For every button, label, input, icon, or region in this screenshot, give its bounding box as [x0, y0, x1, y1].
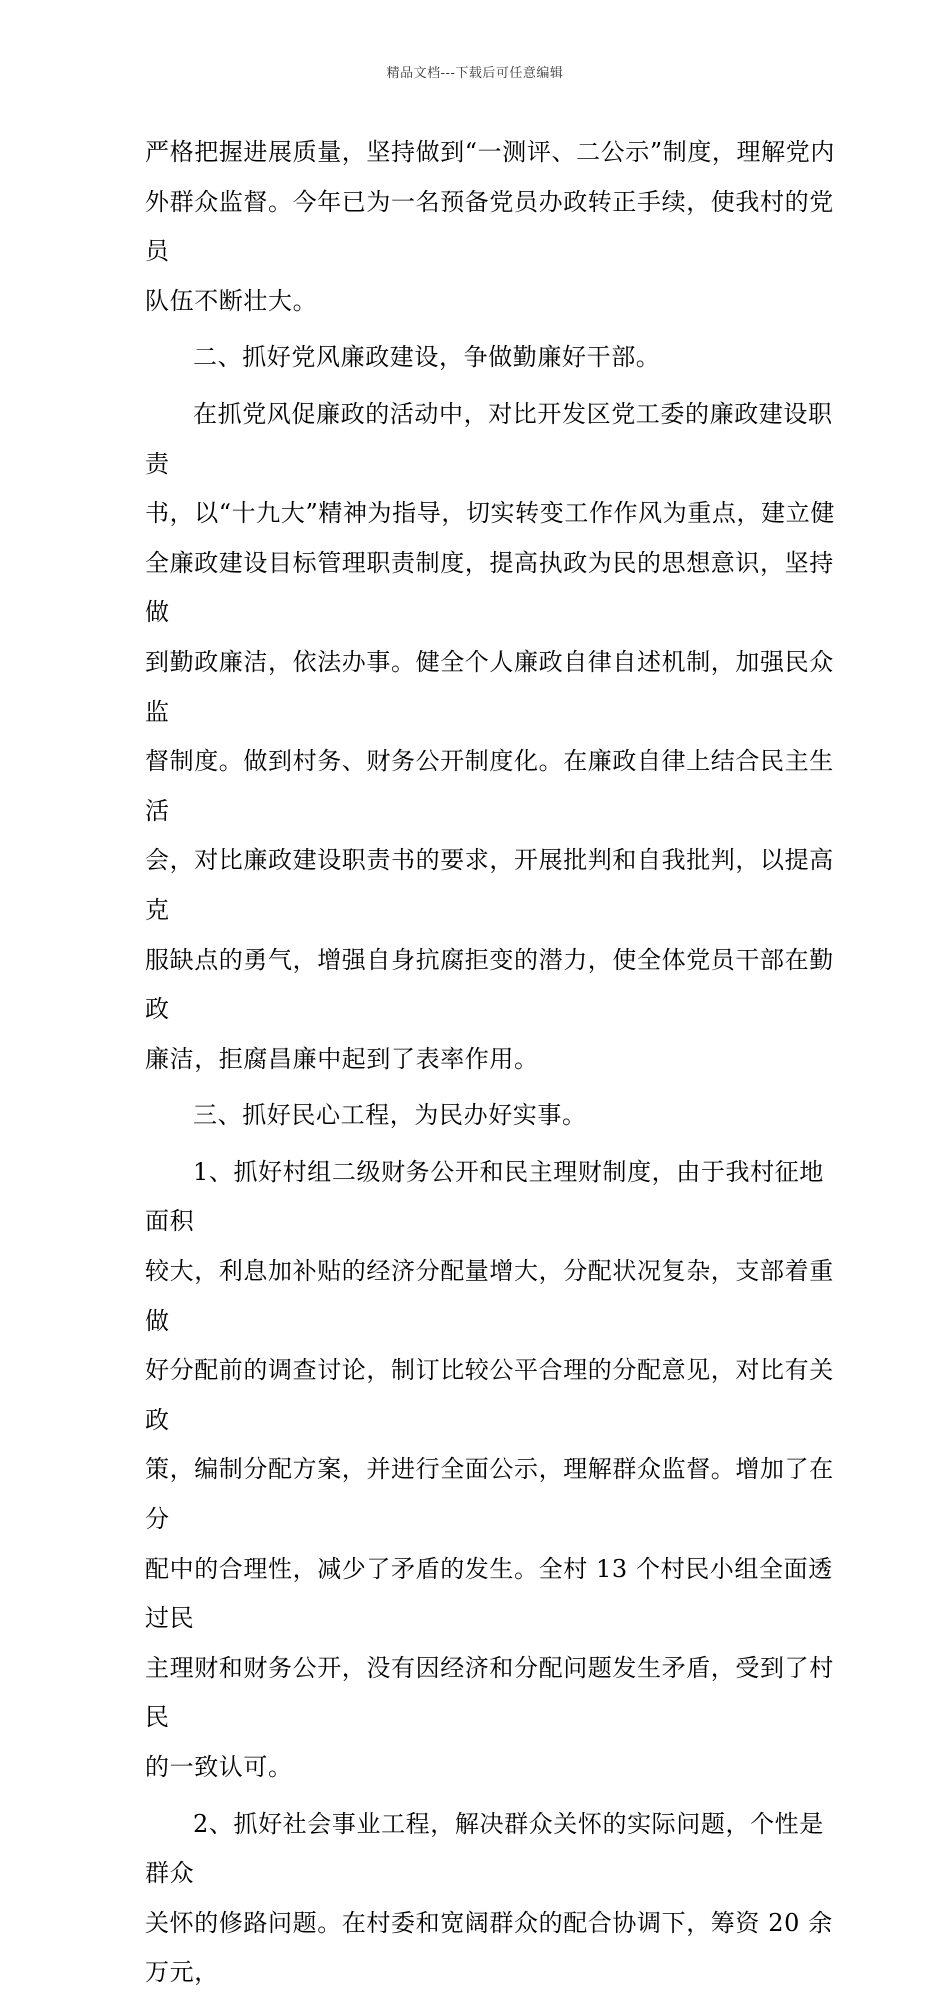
text-line: 好分配前的调查讨论，制订比较公平合理的分配意见，对比有关政: [145, 1356, 834, 1434]
text-line: 廉洁，拒腐昌廉中起到了表率作用。: [145, 1044, 539, 1073]
text-line: 外群众监督。今年已为一名预备党员办政转正手续，使我村的党员: [145, 187, 834, 266]
text-line: 严格把握进展质量，坚持做到“一测评、二公示”制度，理解党内: [145, 138, 835, 166]
text-line: 关怀的修路问题。在村委和宽阔群众的配合协调下，筹资 20 余万元，: [145, 1908, 833, 1987]
text-line: 策，编制分配方案，并进行全面公示，理解群众监督。增加了在分: [145, 1455, 834, 1534]
text-line: 较大，利息加补贴的经济分配量增大，分配状况复杂，支部着重做: [145, 1257, 834, 1335]
page-header: 精品文档---下载后可任意编辑: [386, 66, 564, 81]
text-line: 服缺点的勇气，增强自身抗腐拒变的潜力，使全体党员干部在勤政: [145, 945, 834, 1024]
text-line: 在抓党风促廉政的活动中，对比开发区党工委的廉政建设职责: [145, 399, 833, 478]
text-line: 到勤政廉洁，依法办事。健全个人廉政自律自述机制，加强民众监: [145, 647, 834, 726]
text-line: 全廉政建设目标管理职责制度，提高执政为民的思想意识，坚持做: [145, 548, 834, 627]
body-text: [145, 128, 835, 1998]
text-line: 主理财和财务公开，没有因经济和分配问题发生矛盾，受到了村民: [145, 1653, 834, 1732]
text-line: 会，对比廉政建设职责书的要求，开展批判和自我批判，以提高克: [145, 846, 834, 924]
section-heading: 二、抓好党风廉政建设，争做勤廉好干部。: [193, 343, 661, 372]
text-line: 2、抓好社会事业工程，解决群众关怀的实际问题，个性是群众: [145, 1809, 824, 1888]
text-line: 队伍不断壮大。: [145, 286, 318, 315]
text-line: 书，以“十九大”精神为指导，切实转变工作作风为重点，建立健: [145, 499, 835, 528]
text-line: 的一致认可。: [145, 1753, 293, 1781]
text-line: 配中的合理性，减少了矛盾的发生。全村 13 个村民小组全面透过民: [145, 1554, 833, 1633]
text-line: 1、抓好村组二级财务公开和民主理财制度，由于我村征地面积: [145, 1157, 824, 1236]
section-heading: 三、抓好民心工程，为民办好实事。: [193, 1101, 587, 1130]
text-line: 督制度。做到村务、财务公开制度化。在廉政自律上结合民主生活: [145, 747, 834, 825]
